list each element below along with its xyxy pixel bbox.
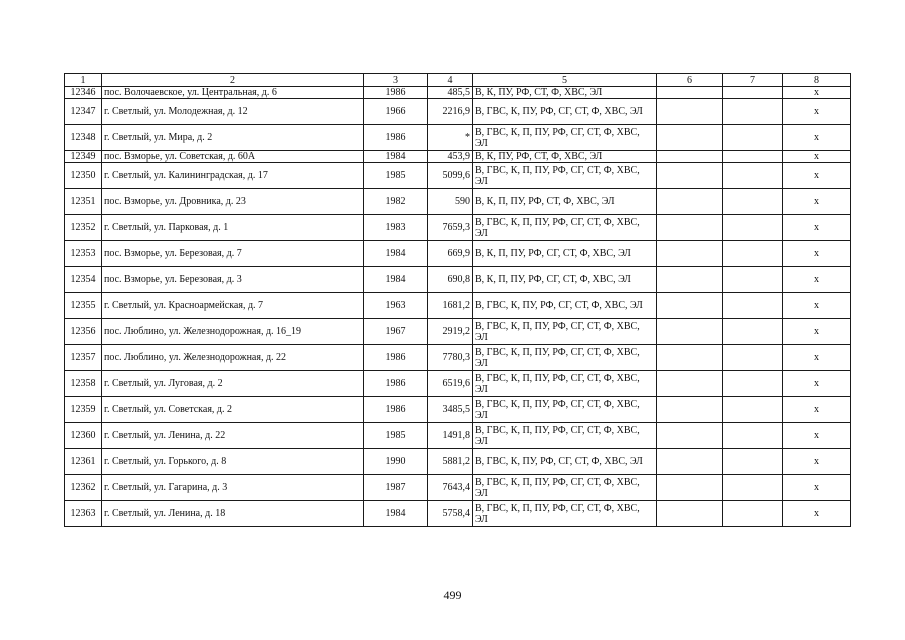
row-area: 5099,6 xyxy=(428,163,473,189)
row-year: 1987 xyxy=(364,475,428,501)
row-services: В, ГВС, К, П, ПУ, РФ, СГ, СТ, Ф, ХВС, ЭЛ xyxy=(473,125,657,151)
row-id: 12362 xyxy=(65,475,102,501)
row-col7 xyxy=(723,215,783,241)
registry-table xyxy=(64,73,851,527)
row-services: В, К, П, ПУ, РФ, СГ, СТ, Ф, ХВС, ЭЛ xyxy=(473,267,657,293)
row-col6 xyxy=(657,345,723,371)
table-row xyxy=(65,163,851,189)
column-header-1: 1 xyxy=(65,74,102,87)
row-col7 xyxy=(723,397,783,423)
row-col6 xyxy=(657,449,723,475)
row-col6 xyxy=(657,267,723,293)
row-services: В, ГВС, К, П, ПУ, РФ, СГ, СТ, Ф, ХВС, ЭЛ xyxy=(473,371,657,397)
row-area: 3485,5 xyxy=(428,397,473,423)
row-id: 12351 xyxy=(65,189,102,215)
table-row xyxy=(65,319,851,345)
column-header-3: 3 xyxy=(364,74,428,87)
row-area: 2216,9 xyxy=(428,99,473,125)
row-year: 1963 xyxy=(364,293,428,319)
row-services: В, К, ПУ, РФ, СТ, Ф, ХВС, ЭЛ xyxy=(473,87,657,99)
row-year: 1990 xyxy=(364,449,428,475)
row-mark: х xyxy=(783,449,851,475)
row-mark: х xyxy=(783,423,851,449)
row-address: г. Светлый, ул. Гагарина, д. 3 xyxy=(102,475,364,501)
row-year: 1982 xyxy=(364,189,428,215)
row-area: 7659,3 xyxy=(428,215,473,241)
row-area: 7643,4 xyxy=(428,475,473,501)
row-col7 xyxy=(723,475,783,501)
row-mark: х xyxy=(783,215,851,241)
row-address: г. Светлый, ул. Красноармейская, д. 7 xyxy=(102,293,364,319)
row-year: 1986 xyxy=(364,397,428,423)
row-col6 xyxy=(657,319,723,345)
row-address: г. Светлый, ул. Горького, д. 8 xyxy=(102,449,364,475)
row-col6 xyxy=(657,87,723,99)
row-mark: х xyxy=(783,241,851,267)
row-col7 xyxy=(723,345,783,371)
table-row xyxy=(65,475,851,501)
row-services: В, ГВС, К, П, ПУ, РФ, СГ, СТ, Ф, ХВС, ЭЛ xyxy=(473,423,657,449)
row-year: 1984 xyxy=(364,501,428,527)
row-area: 6519,6 xyxy=(428,371,473,397)
row-col6 xyxy=(657,215,723,241)
table-row xyxy=(65,189,851,215)
table-row xyxy=(65,501,851,527)
row-address: г. Светлый, ул. Калининградская, д. 17 xyxy=(102,163,364,189)
row-area: 590 xyxy=(428,189,473,215)
row-area: 690,8 xyxy=(428,267,473,293)
row-year: 1967 xyxy=(364,319,428,345)
row-address: пос. Взморье, ул. Дровника, д. 23 xyxy=(102,189,364,215)
row-services: В, ГВС, К, П, ПУ, РФ, СГ, СТ, Ф, ХВС, ЭЛ xyxy=(473,397,657,423)
row-col7 xyxy=(723,189,783,215)
row-year: 1966 xyxy=(364,99,428,125)
row-col6 xyxy=(657,189,723,215)
row-id: 12356 xyxy=(65,319,102,345)
row-id: 12352 xyxy=(65,215,102,241)
row-address: г. Светлый, ул. Ленина, д. 18 xyxy=(102,501,364,527)
row-services: В, ГВС, К, ПУ, РФ, СГ, СТ, Ф, ХВС, ЭЛ xyxy=(473,99,657,125)
column-header-4: 4 xyxy=(428,74,473,87)
row-col7 xyxy=(723,241,783,267)
row-mark: х xyxy=(783,189,851,215)
row-address: пос. Люблино, ул. Железнодорожная, д. 16_19 xyxy=(102,319,364,345)
row-services: В, ГВС, К, П, ПУ, РФ, СГ, СТ, Ф, ХВС, ЭЛ xyxy=(473,501,657,527)
row-address: пос. Взморье, ул. Советская, д. 60А xyxy=(102,151,364,163)
row-address: г. Светлый, ул. Луговая, д. 2 xyxy=(102,371,364,397)
row-col6 xyxy=(657,151,723,163)
row-year: 1986 xyxy=(364,345,428,371)
row-area: 1681,2 xyxy=(428,293,473,319)
row-id: 12354 xyxy=(65,267,102,293)
row-services: В, К, П, ПУ, РФ, СГ, СТ, Ф, ХВС, ЭЛ xyxy=(473,241,657,267)
row-address: г. Светлый, ул. Советская, д. 2 xyxy=(102,397,364,423)
row-area: * xyxy=(428,125,473,151)
row-col6 xyxy=(657,163,723,189)
row-address: г. Светлый, ул. Ленина, д. 22 xyxy=(102,423,364,449)
row-mark: х xyxy=(783,163,851,189)
row-col6 xyxy=(657,423,723,449)
column-header-5: 5 xyxy=(473,74,657,87)
row-col7 xyxy=(723,371,783,397)
page-number: 499 xyxy=(443,588,462,602)
row-col7 xyxy=(723,449,783,475)
row-id: 12346 xyxy=(65,87,102,99)
row-mark: х xyxy=(783,345,851,371)
row-mark: х xyxy=(783,151,851,163)
header-row xyxy=(65,74,851,87)
row-col7 xyxy=(723,99,783,125)
row-year: 1984 xyxy=(364,151,428,163)
table-row xyxy=(65,397,851,423)
column-header-7: 7 xyxy=(723,74,783,87)
row-mark: х xyxy=(783,371,851,397)
row-address: пос. Взморье, ул. Березовая, д. 3 xyxy=(102,267,364,293)
row-services: В, ГВС, К, П, ПУ, РФ, СГ, СТ, Ф, ХВС, ЭЛ xyxy=(473,319,657,345)
row-col6 xyxy=(657,99,723,125)
row-services: В, К, ПУ, РФ, СТ, Ф, ХВС, ЭЛ xyxy=(473,151,657,163)
table-row xyxy=(65,99,851,125)
row-id: 12353 xyxy=(65,241,102,267)
row-mark: х xyxy=(783,99,851,125)
row-col6 xyxy=(657,501,723,527)
table-row xyxy=(65,345,851,371)
row-col6 xyxy=(657,475,723,501)
row-col6 xyxy=(657,241,723,267)
table-row xyxy=(65,125,851,151)
row-area: 2919,2 xyxy=(428,319,473,345)
column-header-8: 8 xyxy=(783,74,851,87)
row-year: 1983 xyxy=(364,215,428,241)
row-col7 xyxy=(723,319,783,345)
row-mark: х xyxy=(783,87,851,99)
row-address: пос. Люблино, ул. Железнодорожная, д. 22 xyxy=(102,345,364,371)
table-row xyxy=(65,151,851,163)
table-row xyxy=(65,267,851,293)
row-id: 12349 xyxy=(65,151,102,163)
row-id: 12348 xyxy=(65,125,102,151)
row-col7 xyxy=(723,163,783,189)
row-services: В, ГВС, К, П, ПУ, РФ, СГ, СТ, Ф, ХВС, ЭЛ xyxy=(473,163,657,189)
table-body xyxy=(65,87,851,527)
row-services: В, ГВС, К, П, ПУ, РФ, СГ, СТ, Ф, ХВС, ЭЛ xyxy=(473,215,657,241)
row-id: 12358 xyxy=(65,371,102,397)
row-address: г. Светлый, ул. Парковая, д. 1 xyxy=(102,215,364,241)
column-header-6: 6 xyxy=(657,74,723,87)
row-col7 xyxy=(723,501,783,527)
row-id: 12359 xyxy=(65,397,102,423)
row-id: 12350 xyxy=(65,163,102,189)
row-id: 12361 xyxy=(65,449,102,475)
row-area: 5758,4 xyxy=(428,501,473,527)
row-mark: х xyxy=(783,501,851,527)
row-col7 xyxy=(723,267,783,293)
row-area: 1491,8 xyxy=(428,423,473,449)
row-mark: х xyxy=(783,293,851,319)
row-col7 xyxy=(723,151,783,163)
row-col7 xyxy=(723,125,783,151)
row-area: 453,9 xyxy=(428,151,473,163)
row-address: г. Светлый, ул. Мира, д. 2 xyxy=(102,125,364,151)
column-header-2: 2 xyxy=(102,74,364,87)
row-area: 5881,2 xyxy=(428,449,473,475)
row-mark: х xyxy=(783,475,851,501)
row-mark: х xyxy=(783,397,851,423)
row-services: В, К, П, ПУ, РФ, СТ, Ф, ХВС, ЭЛ xyxy=(473,189,657,215)
row-id: 12347 xyxy=(65,99,102,125)
table-row xyxy=(65,241,851,267)
row-address: пос. Волочаевское, ул. Центральная, д. 6 xyxy=(102,87,364,99)
row-col6 xyxy=(657,125,723,151)
row-services: В, ГВС, К, П, ПУ, РФ, СГ, СТ, Ф, ХВС, ЭЛ xyxy=(473,475,657,501)
row-year: 1986 xyxy=(364,125,428,151)
row-services: В, ГВС, К, ПУ, РФ, СГ, СТ, Ф, ХВС, ЭЛ xyxy=(473,449,657,475)
row-area: 7780,3 xyxy=(428,345,473,371)
row-year: 1986 xyxy=(364,87,428,99)
row-mark: х xyxy=(783,125,851,151)
row-id: 12363 xyxy=(65,501,102,527)
row-id: 12360 xyxy=(65,423,102,449)
table-row xyxy=(65,293,851,319)
row-col7 xyxy=(723,293,783,319)
row-year: 1984 xyxy=(364,241,428,267)
row-year: 1985 xyxy=(364,163,428,189)
row-year: 1986 xyxy=(364,371,428,397)
row-area: 669,9 xyxy=(428,241,473,267)
row-col7 xyxy=(723,87,783,99)
row-services: В, ГВС, К, ПУ, РФ, СГ, СТ, Ф, ХВС, ЭЛ xyxy=(473,293,657,319)
row-address: пос. Взморье, ул. Березовая, д. 7 xyxy=(102,241,364,267)
table-row xyxy=(65,371,851,397)
row-col7 xyxy=(723,423,783,449)
row-id: 12355 xyxy=(65,293,102,319)
row-col6 xyxy=(657,397,723,423)
row-year: 1985 xyxy=(364,423,428,449)
row-address: г. Светлый, ул. Молодежная, д. 12 xyxy=(102,99,364,125)
row-mark: х xyxy=(783,267,851,293)
row-area: 485,5 xyxy=(428,87,473,99)
row-services: В, ГВС, К, П, ПУ, РФ, СГ, СТ, Ф, ХВС, ЭЛ xyxy=(473,345,657,371)
table-row xyxy=(65,87,851,99)
row-mark: х xyxy=(783,319,851,345)
table-row xyxy=(65,449,851,475)
table-row xyxy=(65,423,851,449)
row-year: 1984 xyxy=(364,267,428,293)
row-id: 12357 xyxy=(65,345,102,371)
row-col6 xyxy=(657,371,723,397)
row-col6 xyxy=(657,293,723,319)
table-row xyxy=(65,215,851,241)
